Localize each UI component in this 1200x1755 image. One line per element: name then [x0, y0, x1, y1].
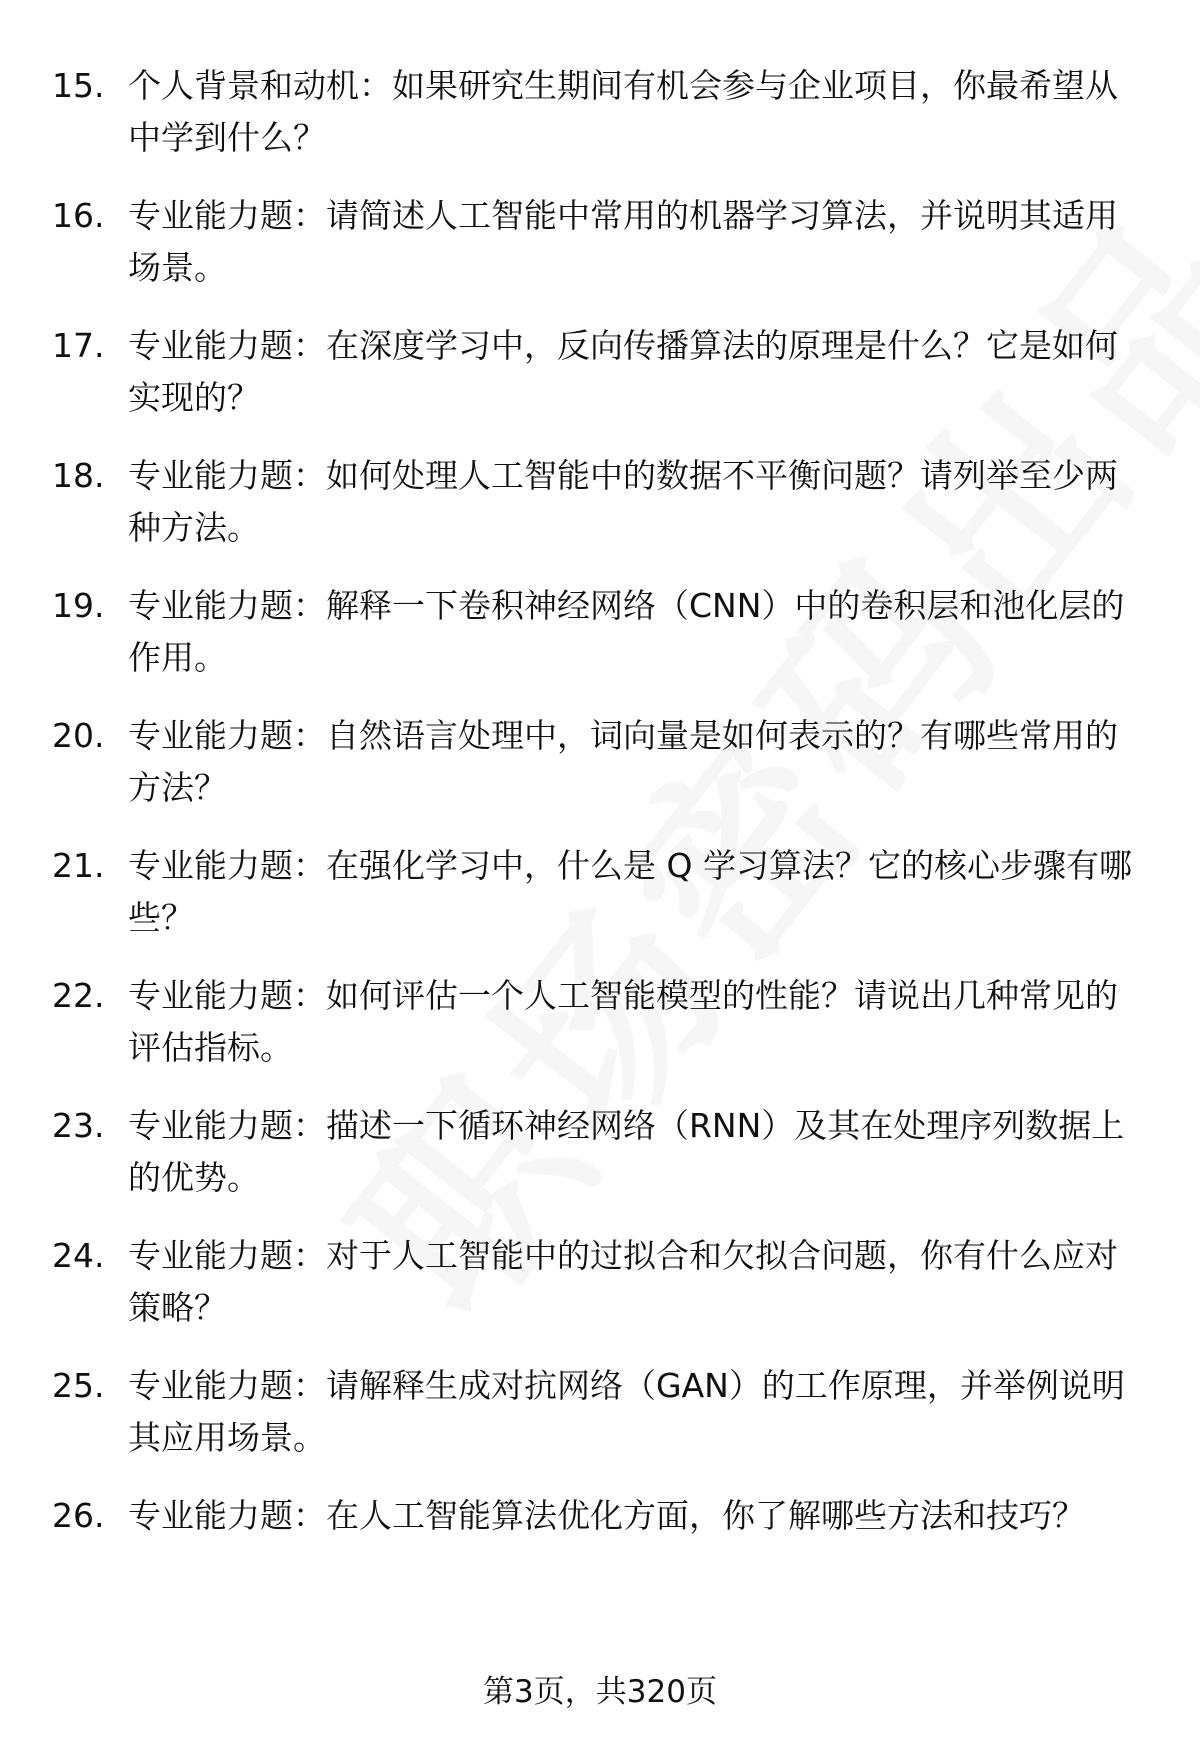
- question-list: [0, 52, 1200, 1612]
- question-number: 15.: [52, 66, 105, 105]
- question-item-18: [0, 442, 1200, 572]
- question-text: 专业能力题：自然语言处理中，词向量是如何表示的？有哪些常用的方法？: [128, 716, 1118, 807]
- question-item-21: [0, 832, 1200, 962]
- question-item-25: [0, 1352, 1200, 1482]
- question-number: 20.: [52, 716, 105, 755]
- question-number: 26.: [52, 1496, 105, 1535]
- question-text: 专业能力题：对于人工智能中的过拟合和欠拟合问题，你有什么应对策略？: [128, 1236, 1118, 1327]
- question-number: 16.: [52, 196, 105, 235]
- question-number: 24.: [52, 1236, 105, 1275]
- question-item-22: [0, 962, 1200, 1092]
- question-text: 专业能力题：在人工智能算法优化方面，你了解哪些方法和技巧？: [128, 1496, 1085, 1535]
- question-item-19: [0, 572, 1200, 702]
- question-text: 专业能力题：如何处理人工智能中的数据不平衡问题？请列举至少两种方法。: [128, 456, 1118, 547]
- question-item-26: [0, 1482, 1200, 1612]
- question-number: 25.: [52, 1366, 105, 1405]
- question-number: 17.: [52, 326, 105, 365]
- question-item-24: [0, 1222, 1200, 1352]
- question-text: 专业能力题：如何评估一个人工智能模型的性能？请说出几种常见的评估指标。: [128, 976, 1118, 1067]
- question-text: 专业能力题：在深度学习中，反向传播算法的原理是什么？它是如何实现的？: [128, 326, 1118, 417]
- question-number: 23.: [52, 1106, 105, 1145]
- question-item-17: [0, 312, 1200, 442]
- question-text: 专业能力题：在强化学习中，什么是 Q 学习算法？它的核心步骤有哪些？: [128, 846, 1132, 937]
- question-text: 专业能力题：解释一下卷积神经网络（CNN）中的卷积层和池化层的作用。: [128, 586, 1125, 677]
- question-item-16: [0, 182, 1200, 312]
- question-text: 专业能力题：请简述人工智能中常用的机器学习算法，并说明其适用场景。: [128, 196, 1118, 287]
- question-number: 19.: [52, 586, 105, 625]
- question-item-23: [0, 1092, 1200, 1222]
- question-text: 专业能力题：请解释生成对抗网络（GAN）的工作原理，并举例说明其应用场景。: [128, 1366, 1125, 1457]
- question-item-15: [0, 52, 1200, 182]
- question-number: 21.: [52, 846, 105, 885]
- question-number: 18.: [52, 456, 105, 495]
- question-text: 个人背景和动机：如果研究生期间有机会参与企业项目，你最希望从中学到什么？: [128, 66, 1118, 157]
- page-footer: 第3页，共320页: [483, 1674, 717, 1710]
- question-number: 22.: [52, 976, 105, 1015]
- question-text: 专业能力题：描述一下循环神经网络（RNN）及其在处理序列数据上的优势。: [128, 1106, 1125, 1197]
- question-item-20: [0, 702, 1200, 832]
